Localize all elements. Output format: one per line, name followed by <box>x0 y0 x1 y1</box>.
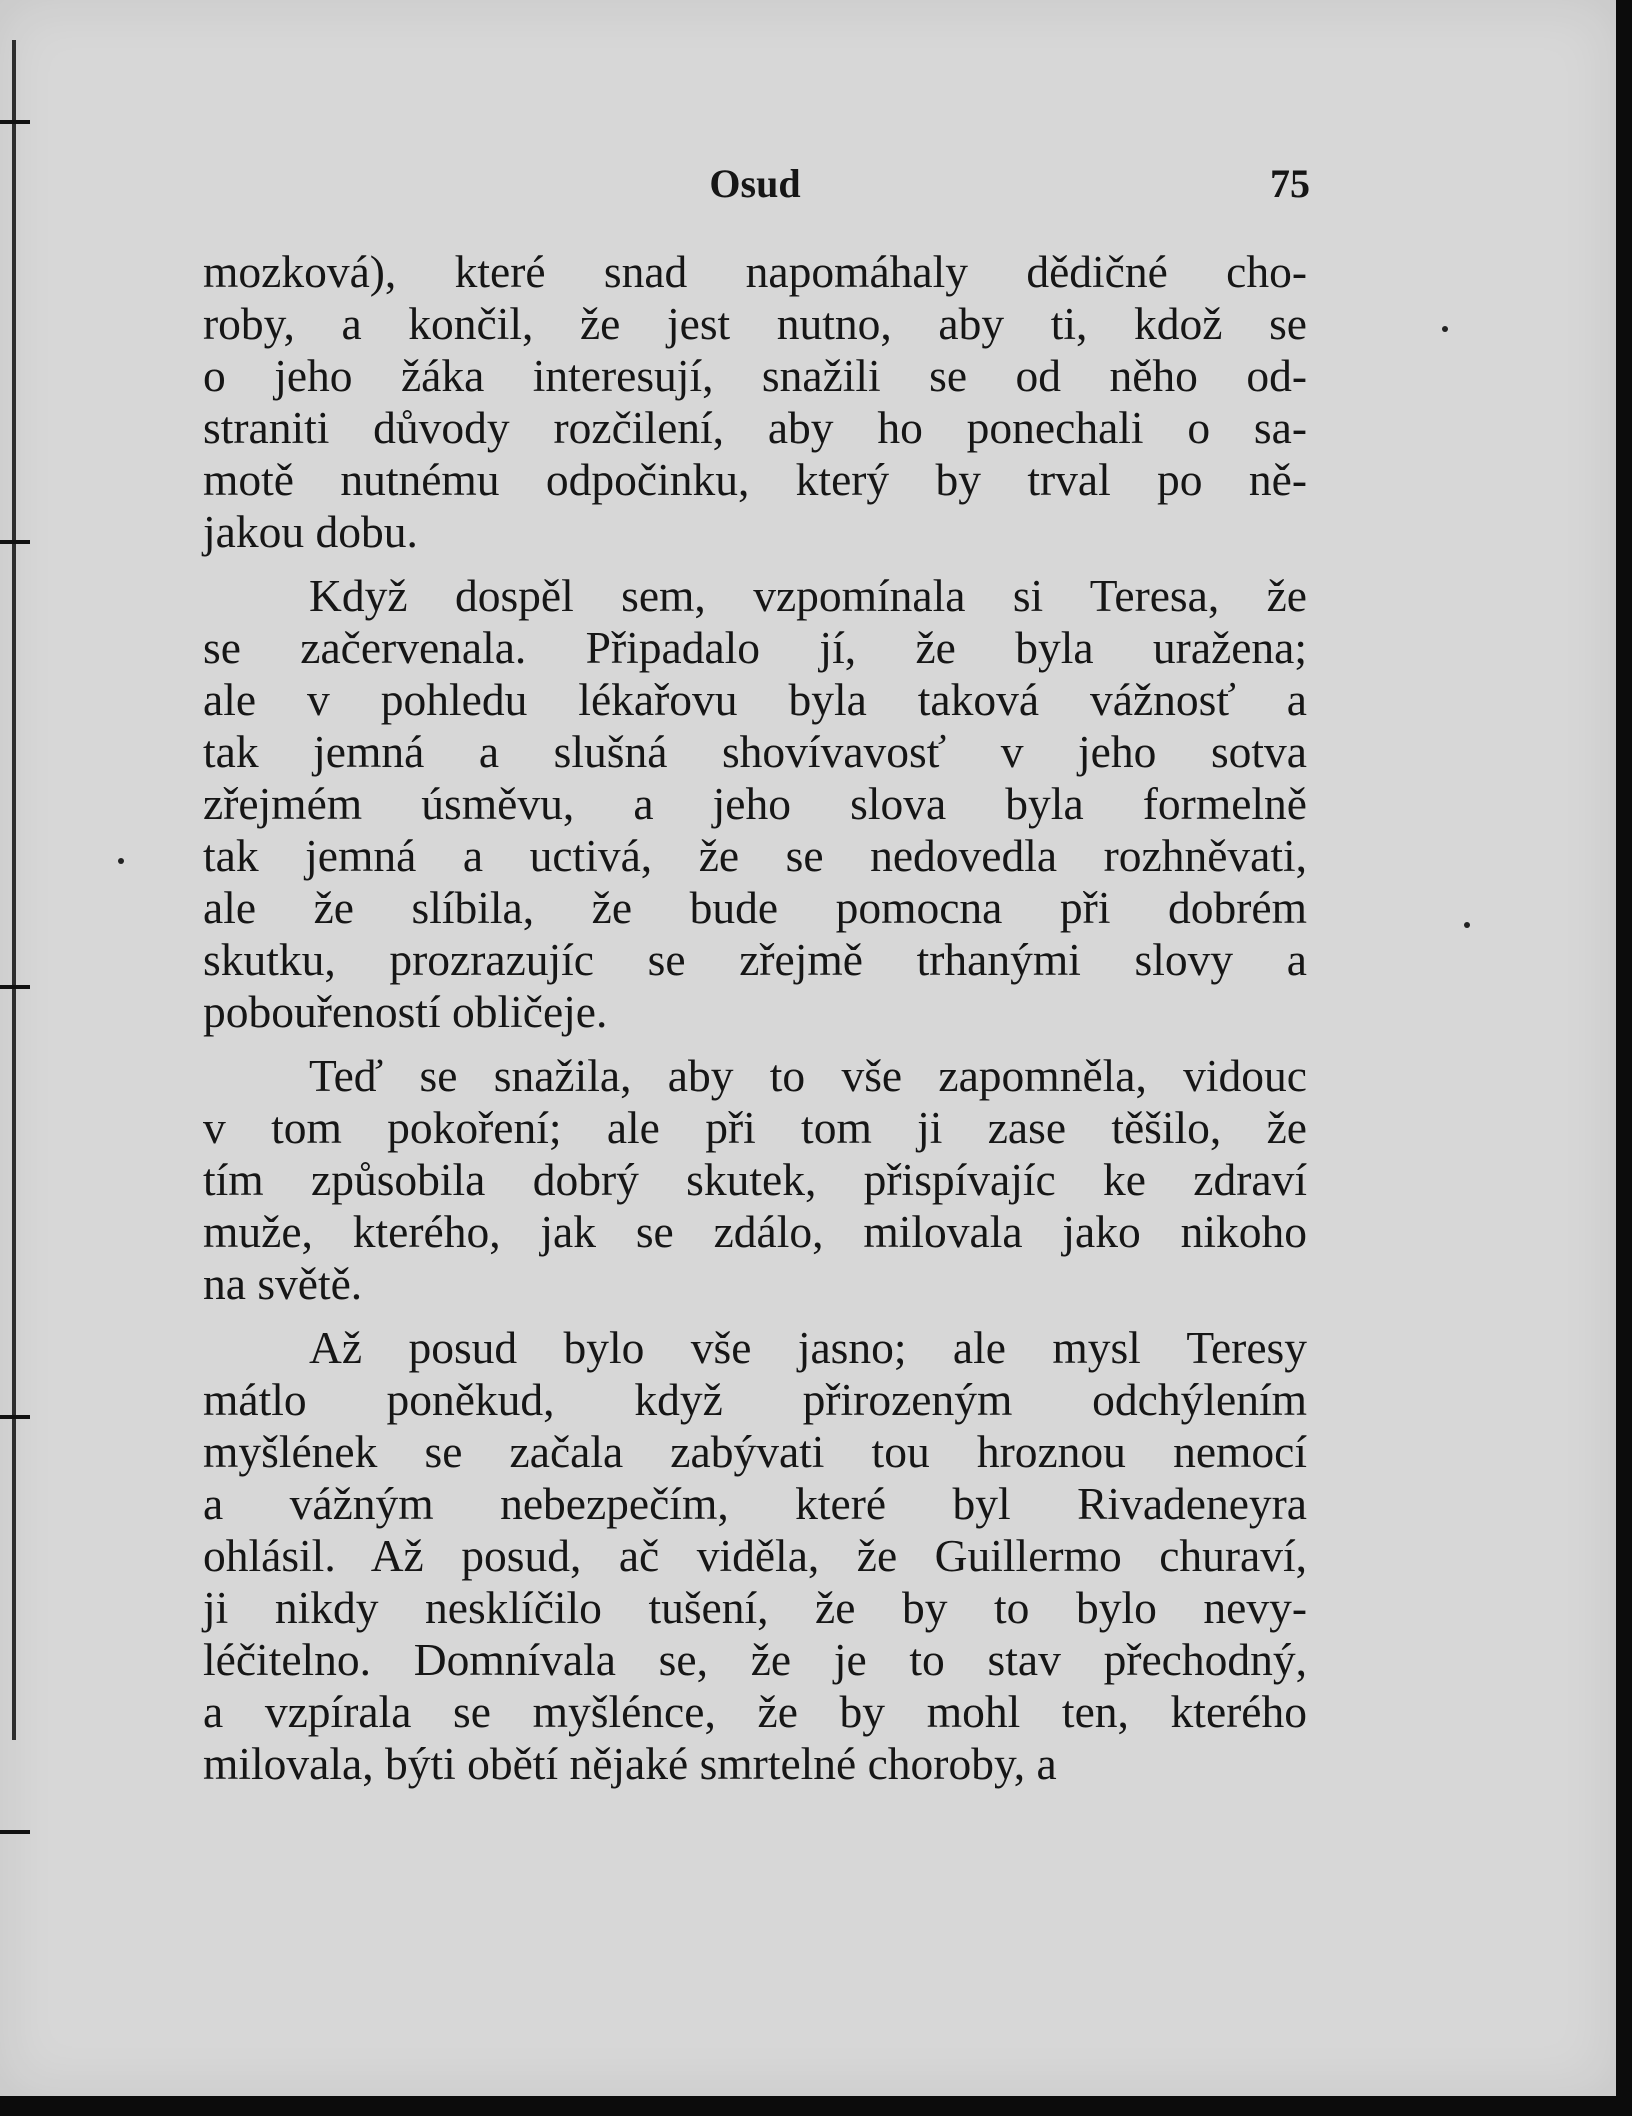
text-line: ji nikdy nesklíčilo tušení, že by to bylo nevy- <box>203 1582 1307 1633</box>
text-line: a vzpírala se myšlénce, že by mohl ten, kterého <box>203 1686 1307 1737</box>
text-line: se začervenala. Připadalo jí, že byla uražena; <box>203 622 1307 673</box>
text-line: mozková), které snad napomáhaly dědičné cho- <box>203 246 1307 297</box>
text-line: tak jemná a uctivá, že se nedovedla rozhněvati, <box>203 830 1307 881</box>
text-line: muže, kterého, jak se zdálo, milovala jako nikoho <box>203 1206 1307 1257</box>
text-line: na světě. <box>203 1258 363 1309</box>
text-line: Teď se snažila, aby to vše zapomněla, vidouc <box>309 1050 1307 1101</box>
binding-tick <box>0 120 30 124</box>
text-line: milovala, býti obětí nějaké smrtelné choroby, a <box>203 1738 1057 1789</box>
text-line: roby, a končil, že jest nutno, aby ti, kdož se <box>203 298 1307 349</box>
binding-tick <box>0 1830 30 1834</box>
text-line: myšlének se začala zabývati tou hroznou nemocí <box>203 1426 1307 1477</box>
page-speck <box>1442 326 1448 332</box>
text-line: ohlásil. Až posud, ač viděla, že Guillermo churaví, <box>203 1530 1307 1581</box>
page-speck <box>118 858 124 864</box>
binding-edge <box>12 40 16 1740</box>
text-line: léčitelno. Domnívala se, že je to stav přechodný, <box>203 1634 1307 1685</box>
running-title: Osud <box>709 161 801 206</box>
paragraph <box>203 1322 1307 1790</box>
binding-tick <box>0 1415 30 1419</box>
page-header <box>200 160 1310 220</box>
text-line: straniti důvody rozčilení, aby ho ponechali o sa- <box>203 402 1307 453</box>
page-number: 75 <box>1270 161 1310 206</box>
text-line: tím způsobila dobrý skutek, přispívajíc ke zdraví <box>203 1154 1307 1205</box>
binding-tick <box>0 540 30 544</box>
text-line: tak jemná a slušná shovívavosť v jeho sotva <box>203 726 1307 777</box>
text-line: motě nutnému odpočinku, který by trval po ně- <box>203 454 1307 505</box>
text-line: ale v pohledu lékařovu byla taková vážnosť a <box>203 674 1307 725</box>
binding-tick <box>0 985 30 989</box>
text-line: Když dospěl sem, vzpomínala si Teresa, že <box>309 570 1307 621</box>
text-line: mátlo poněkud, když přirozeným odchýlením <box>203 1374 1307 1425</box>
body-text <box>203 246 1307 1802</box>
text-line: v tom pokoření; ale při tom ji zase těšilo, že <box>203 1102 1307 1153</box>
text-line: jakou dobu. <box>203 506 418 557</box>
text-line: pobouřeností obličeje. <box>203 986 608 1037</box>
paragraph <box>203 246 1307 558</box>
text-line: zřejmém úsměvu, a jeho slova byla formelně <box>203 778 1307 829</box>
paragraph <box>203 570 1307 1038</box>
text-line: o jeho žáka interesují, snažili se od něho od- <box>203 350 1307 401</box>
text-line: ale že slíbila, že bude pomocna při dobrém <box>203 882 1307 933</box>
text-line: skutku, prozrazujíc se zřejmě trhanými slovy a <box>203 934 1307 985</box>
page-speck <box>1464 922 1470 928</box>
paragraph <box>203 1050 1307 1310</box>
text-line: Až posud bylo vše jasno; ale mysl Teresy <box>309 1322 1307 1373</box>
text-line: a vážným nebezpečím, které byl Rivadeneyra <box>203 1478 1307 1529</box>
